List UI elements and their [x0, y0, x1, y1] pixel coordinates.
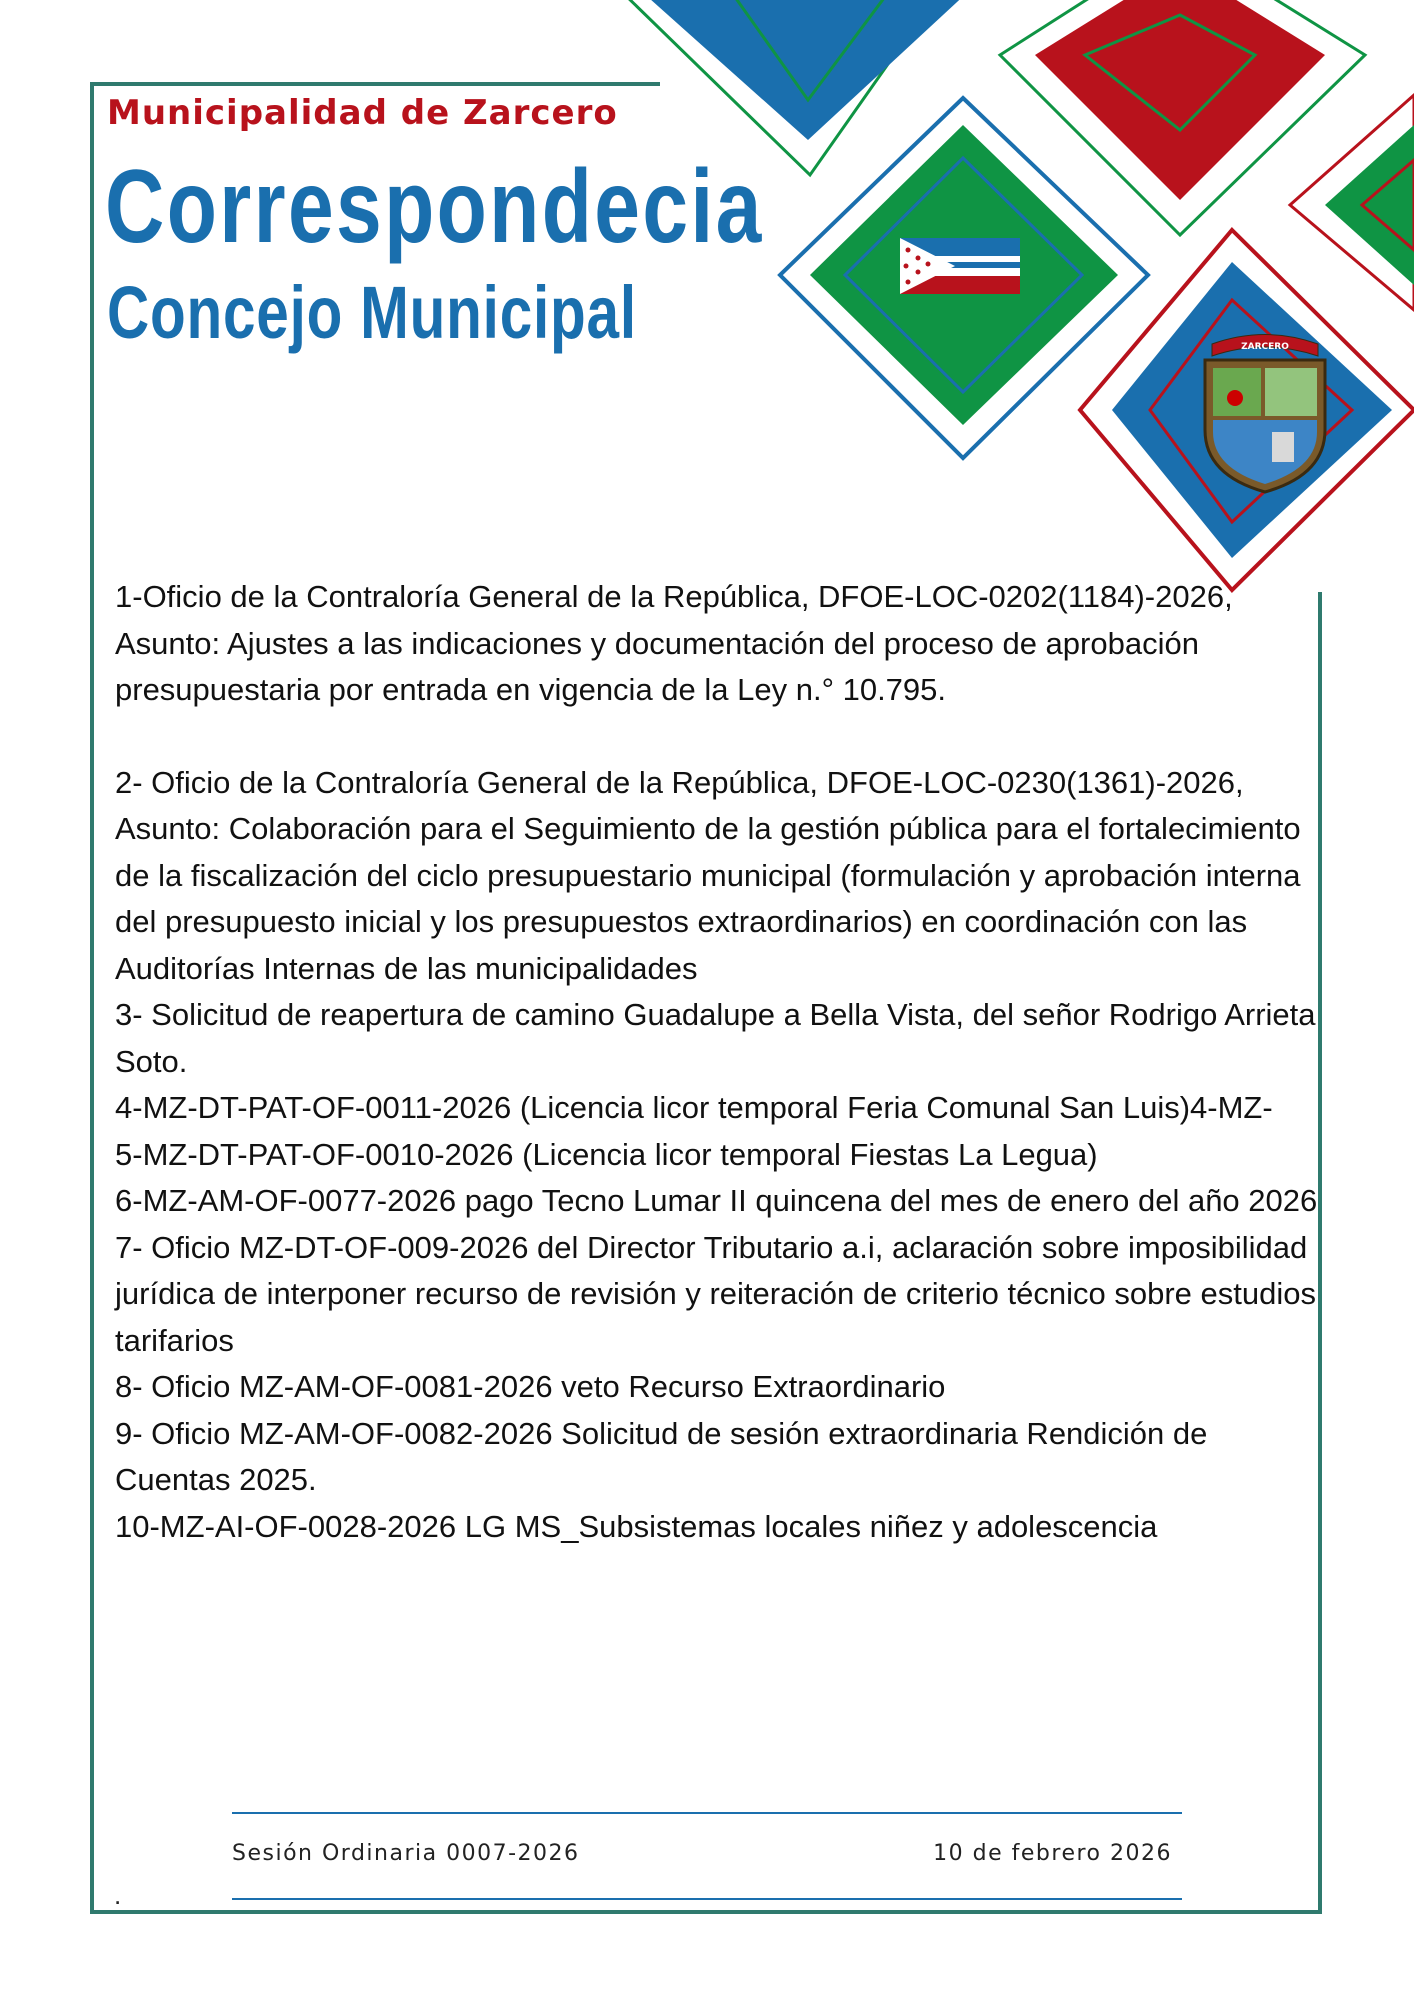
- correspondence-item: 8- Oficio MZ-AM-OF-0081-2026 veto Recurso Extraordinario: [115, 1369, 946, 1404]
- correspondence-item: 6-MZ-AM-OF-0077-2026 pago Tecno Lumar II quincena del mes de enero del año 2026: [115, 1183, 1318, 1218]
- organization-name: Municipalidad de Zarcero: [107, 93, 618, 133]
- stray-dot: .: [114, 1880, 122, 1910]
- flag-icon: [900, 238, 1020, 294]
- correspondence-item: 5-MZ-DT-PAT-OF-0010-2026 (Licencia licor temporal Fiestas La Legua): [115, 1136, 1098, 1172]
- document-subtitle: Concejo Municipal: [107, 271, 637, 354]
- correspondence-item: 4-MZ-DT-PAT-OF-0011-2026 (Licencia licor temporal Feria Comunal San Luis)4-MZ-: [115, 1090, 1273, 1125]
- correspondence-item: 3- Solicitud de reapertura de camino Guadalupe a Bella Vista, del señor Rodrigo Arrieta Soto.: [115, 997, 1316, 1079]
- footer-rule-bottom: [232, 1898, 1182, 1900]
- footer-rule-top: [232, 1812, 1182, 1814]
- correspondence-item: 10-MZ-AI-OF-0028-2026 LG MS_Subsistemas locales niñez y adolescencia: [115, 1508, 1158, 1544]
- correspondence-list: [115, 574, 1325, 1550]
- session-date: 10 de febrero 2026: [933, 1841, 1172, 1866]
- correspondence-item: 1-Oficio de la Contraloría General de la República, DFOE-LOC-0202(1184)-2026, Asunto: Ajustes a las indicaciones y documentación del proceso de aprobación presupuestaria por entrada en vigencia de la Ley n.° 10.795.: [115, 579, 1233, 707]
- session-label: Sesión Ordinaria 0007-2026: [232, 1841, 580, 1866]
- diamond-right-green: [1290, 95, 1414, 310]
- correspondence-item: 9- Oficio MZ-AM-OF-0082-2026 Solicitud de sesión extraordinaria Rendición de Cuentas 2025.: [115, 1415, 1208, 1497]
- correspondence-item: 7- Oficio MZ-DT-OF-009-2026 del Director Tributario a.i, aclaración sobre imposibilidad jurídica de interponer recurso de revisión y reiteración de criterio técnico sobre estudios tarifarios: [115, 1229, 1316, 1358]
- frame-bottom-border: [90, 1910, 1322, 1914]
- correspondence-item: 2- Oficio de la Contraloría General de la República, DFOE-LOC-0230(1361)-2026, Asunto: Colaboración para el Seguimiento de la gestión pública para el fortalecimiento de la fiscalización del ciclo presupuestario municipal (formulación y aprobación interna del presupuesto inicial y los presupuestos extraordinarios) en coordinación con las Auditorías Internas de las municipalidades: [115, 764, 1301, 986]
- document-title: Correspondecia: [105, 149, 764, 265]
- diamond-top-red: [1000, 0, 1365, 235]
- seal-text: ZARCERO: [1241, 342, 1289, 352]
